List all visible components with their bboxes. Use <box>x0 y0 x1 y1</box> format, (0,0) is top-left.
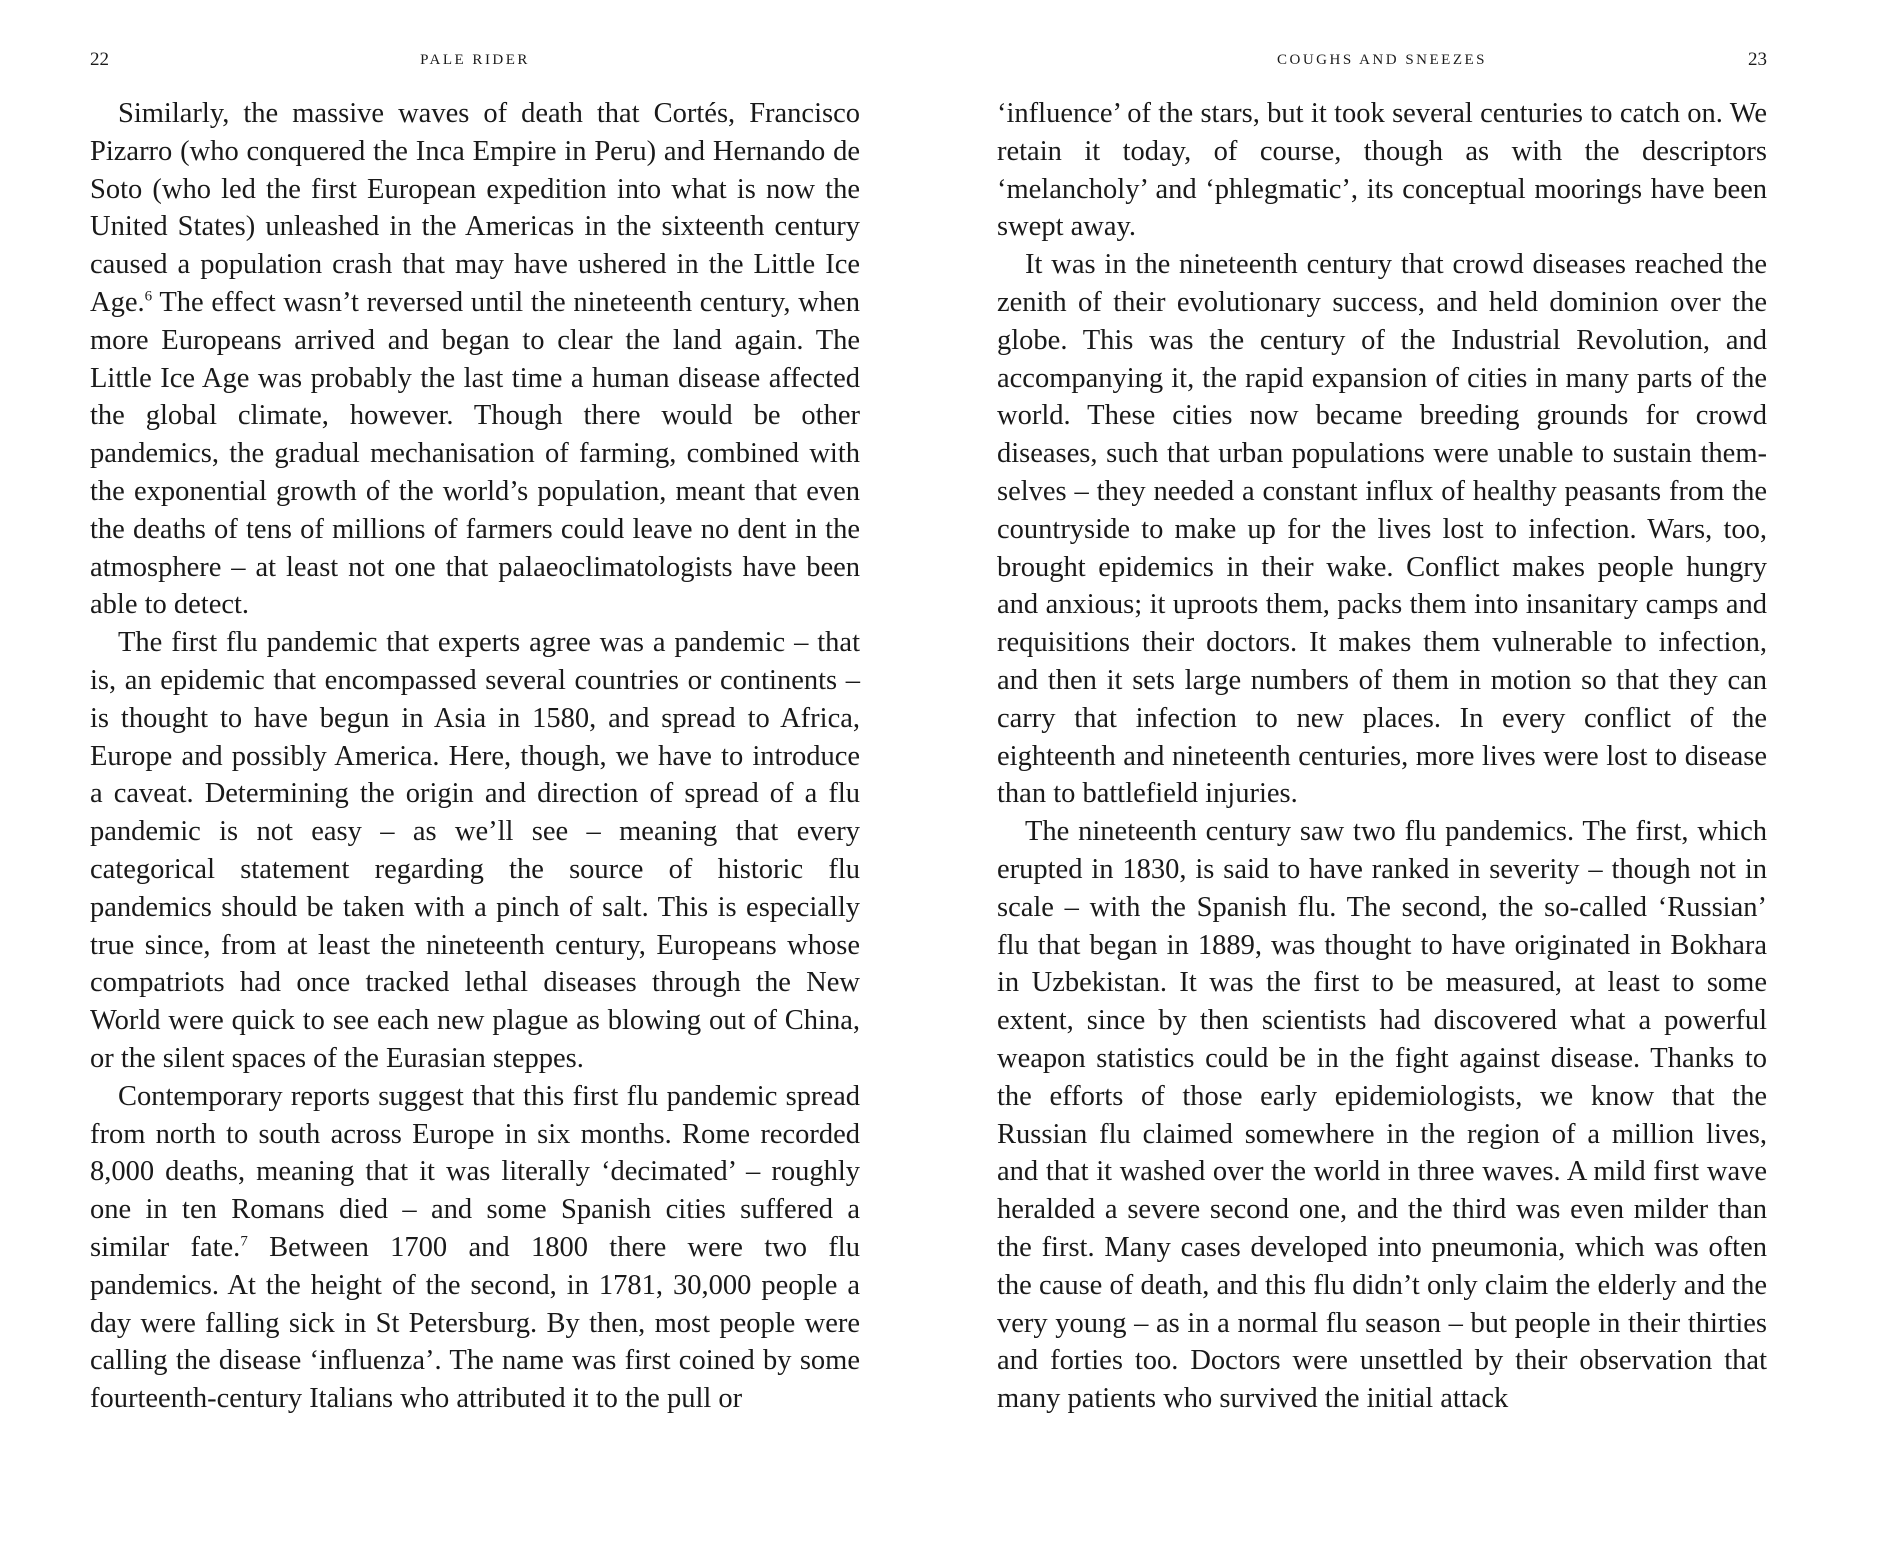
paragraph <box>90 1078 860 1418</box>
paragraph-text: Similarly, the massive waves of death that Cortés, Francisco Pizarro (who conquered the Inca Empire in Peru) and Hernando de Soto (who led the first European expedition into what is now the United States) unleashed in the Americas in the sixteenth century caused a population crash that may have ushered in the Little Ice Age. <box>90 98 860 318</box>
paragraph <box>997 95 1767 246</box>
page-number-right: 23 <box>1748 49 1767 70</box>
right-running-head <box>997 48 1767 72</box>
running-head-title-right: COUGHS AND SNEEZES <box>1276 52 1487 68</box>
paragraph-text-cont: The effect wasn’t reversed until the nineteenth century, when more Europeans arrived and began to clear the land again. The Little Ice Age was probably the last time a human disease affected the global climate, however. Though there would be other pandemics, the gradual mechanisation of farming, combined with the exponential growth of the world’s population, meant that even the deaths of tens of millions of farmers could leave no dent in the atmosphere – at least not one that palaeoclimatologists have been able to detect. <box>90 286 860 621</box>
right-page <box>997 0 1767 1552</box>
left-running-head <box>90 48 860 72</box>
running-head-title-left: PALE RIDER <box>420 52 530 68</box>
paragraph-text: It was in the nineteenth century that crowd diseases reached the zenith of their evolutionary success, and held dominion over the globe. This was the century of the Industrial Revolution, and accompanying it, the rapid expansion of cities in many parts of the world. These cities now became breeding grounds for crowd diseases, such that urban populations were unable to sustain themselves – they needed a constant influx of healthy peasants from the countryside to make up for the lives lost to infection. Wars, too, brought epidemics in their wake. Conflict makes people hungry and anxious; it uproots them, packs them into insanitary camps and requisitions their doctors. It makes them vulnerable to infection, and then it sets large numbers of them in motion so that they can carry that infection to new places. In every conflict of the eighteenth and nineteenth centuries, more lives were lost to disease than to battlefield injuries. <box>997 249 1767 810</box>
paragraph <box>90 624 860 1078</box>
paragraph <box>90 95 860 624</box>
paragraph-text: The nineteenth century saw two flu pandemics. The first, which erupted in 1830, is said to have ranked in severity – though not in scale – with the Spanish flu. The second, the so-called ‘Russian’ flu that began in 1889, was thought to have originated in Bokhara in Uzbekistan. It was the first to be measured, at least to some extent, since by then scientists had discovered what a powerful weapon statistics could be in the fight against disease. Thanks to the efforts of those early epidemiologists, we know that the Russian flu claimed somewhere in the region of a million lives, and that it washed over the world in three waves. A mild first wave heralded a severe second one, and the third was even milder than the first. Many cases developed into pneumonia, which was often the cause of death, and this flu didn’t only claim the elderly and the very young – as in a normal flu season – but people in their thirties and forties too. Doctors were unsettled by their observation that many patients who survived the initial attack <box>997 816 1767 1415</box>
right-body-text <box>997 95 1767 1418</box>
page-number-left: 22 <box>90 49 109 70</box>
footnote-marker[interactable]: 6 <box>144 288 153 305</box>
left-page <box>90 0 860 1552</box>
paragraph-text: The first flu pandemic that experts agree was a pandemic – that is, an epidemic that encompassed several countries or continents – is thought to have begun in Asia in 1580, and spread to Africa, Europe and possibly America. Here, though, we have to introduce a caveat. Determining the origin and direction of spread of a flu pandemic is not easy – as we’ll see – meaning that every categorical statement regarding the source of historic flu pandemics should be taken with a pinch of salt. This is especially true since, from at least the nineteenth century, Europeans whose compatriots had once tracked lethal diseases through the New World were quick to see each new plague as blowing out of China, or the silent spaces of the Eurasian steppes. <box>90 627 860 1074</box>
left-body-text <box>90 95 860 1418</box>
footnote-marker[interactable]: 7 <box>240 1233 248 1250</box>
paragraph-text: Contemporary reports suggest that this first flu pandemic spread from north to south across Europe in six months. Rome recorded 8,000 deaths, meaning that it was literally ‘decimated’ – roughly one in ten Romans died – and some Spanish cities suffered a similar fate. <box>90 1080 860 1263</box>
paragraph <box>997 246 1767 813</box>
paragraph-text-cont: Between 1700 and 1800 there were two flu pandemics. At the height of the second, in 1781, 30,000 people a day were falling sick in St Petersburg. By then, most people were calling the disease ‘influenza’. The name was first coined by some fourteenth-century Italians who attributed it to the pull or <box>90 1231 860 1415</box>
paragraph-text: ‘influence’ of the stars, but it took several centuries to catch on. We retain it today, of course, though as with the descriptors ‘melancholy’ and ‘phlegmatic’, its conceptual moorings have been swept away. <box>997 98 1767 243</box>
paragraph <box>997 813 1767 1418</box>
